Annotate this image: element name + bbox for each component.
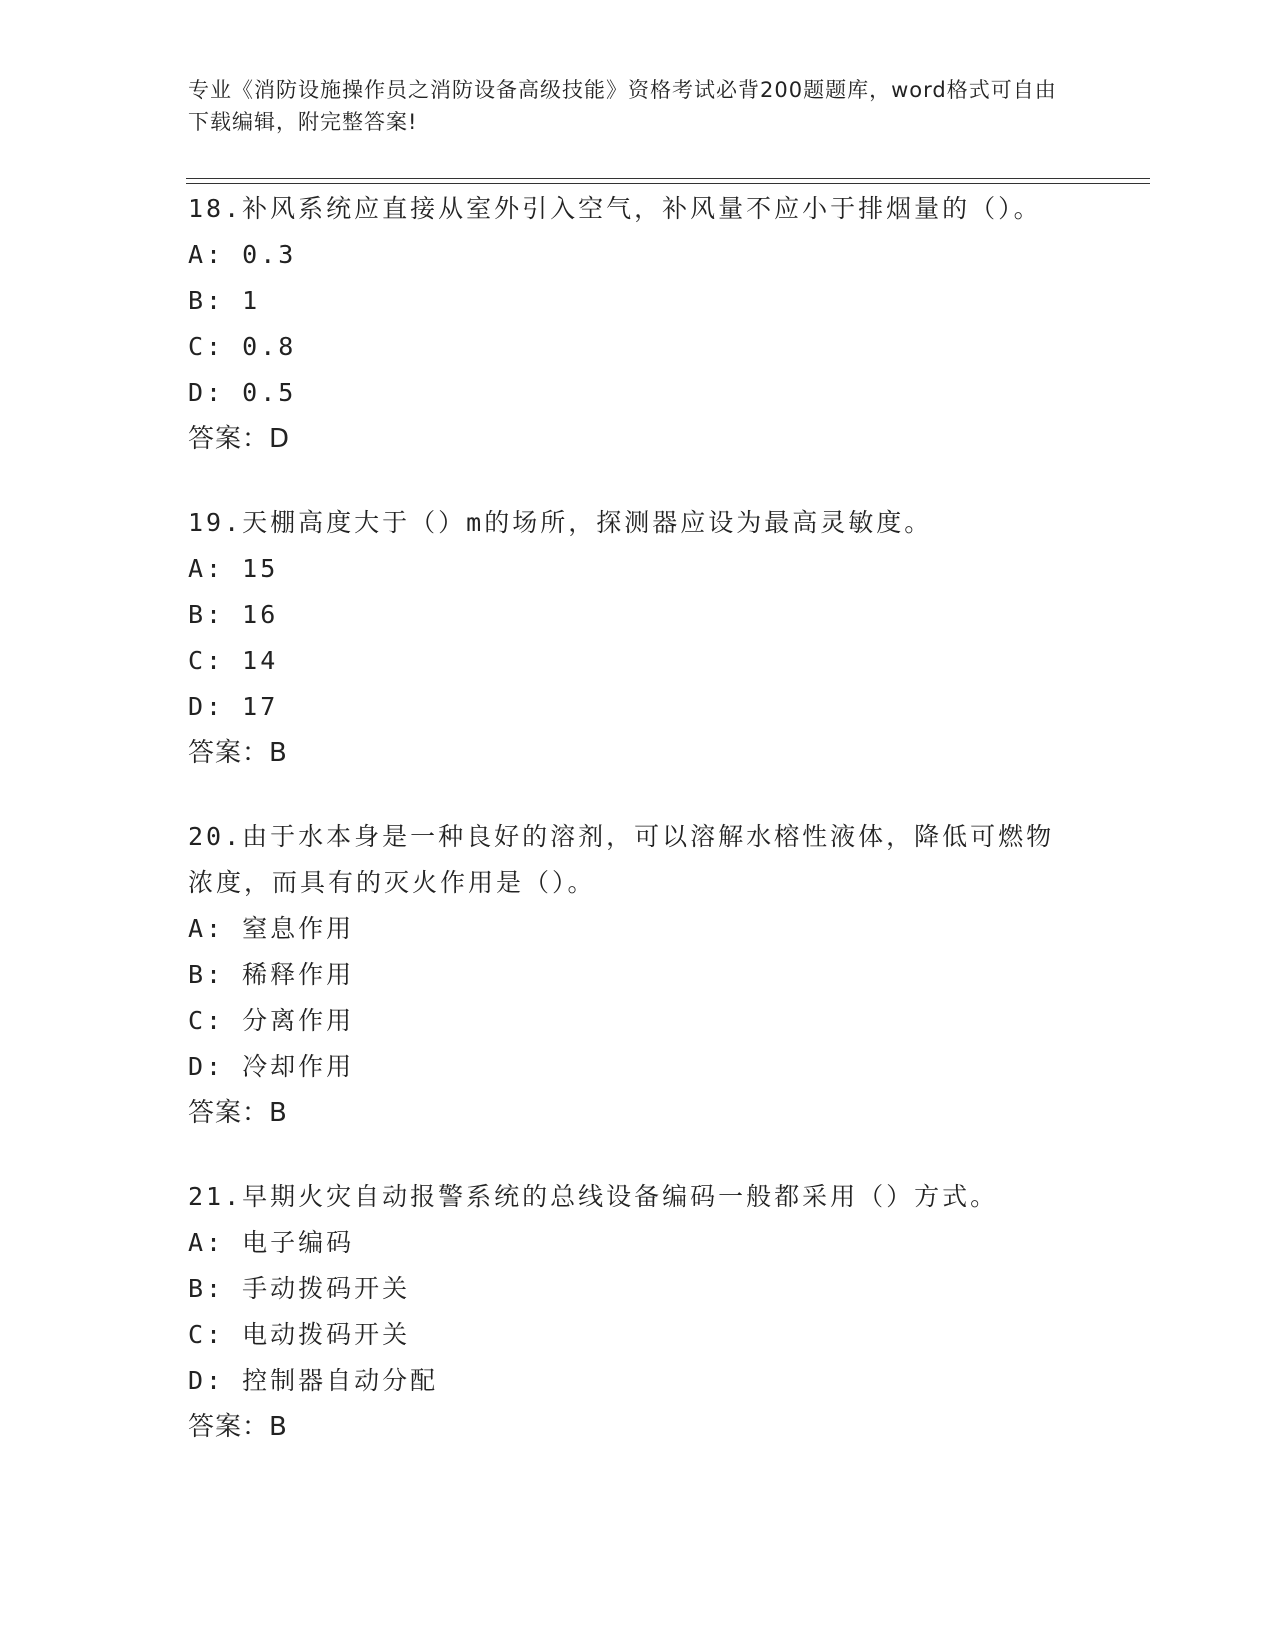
question-stem: 19.天棚高度大于（）m的场所，探测器应设为最高灵敏度。 [188, 508, 933, 537]
answer-label: 答案：B [188, 738, 288, 768]
answer-label: 答案：D [188, 424, 291, 454]
question-19 [188, 500, 1088, 776]
option-c: C: 14 [188, 646, 279, 675]
option-d: D: 0.5 [188, 378, 297, 407]
option-d: D: 17 [188, 692, 279, 721]
option-a: A: 窒息作用 [188, 914, 355, 943]
option-b: B: 16 [188, 600, 279, 629]
option-b: B: 稀释作用 [188, 960, 355, 989]
document-header: 专业《消防设施操作员之消防设备高级技能》资格考试必背200题题库，word格式可自由下载编辑，附完整答案! [188, 78, 1057, 134]
answer-label: 答案：B [188, 1412, 288, 1442]
question-20 [188, 814, 1088, 1136]
option-a: A: 0.3 [188, 240, 297, 269]
option-a: A: 15 [188, 554, 279, 583]
option-d: D: 控制器自动分配 [188, 1366, 439, 1395]
option-c: C: 电动拨码开关 [188, 1320, 411, 1349]
option-b: B: 手动拨码开关 [188, 1274, 411, 1303]
answer-label: 答案：B [188, 1098, 288, 1128]
question-stem: 20.由于水本身是一种良好的溶剂，可以溶解水榕性液体，降低可燃物浓度，而具有的灭火作用是（）。 [188, 822, 1055, 897]
option-b: B: 1 [188, 286, 261, 315]
option-a: A: 电子编码 [188, 1228, 355, 1257]
question-18 [188, 186, 1088, 462]
question-stem: 18.补风系统应直接从室外引入空气，补风量不应小于排烟量的（）。 [188, 194, 1042, 223]
option-c: C: 0.8 [188, 332, 297, 361]
question-stem: 21.早期火灾自动报警系统的总线设备编码一般都采用（）方式。 [188, 1182, 999, 1211]
question-21 [188, 1174, 1088, 1450]
header-divider-bottom [186, 183, 1150, 184]
option-d: D: 冷却作用 [188, 1052, 355, 1081]
header-divider-top [186, 178, 1150, 179]
option-c: C: 分离作用 [188, 1006, 355, 1035]
